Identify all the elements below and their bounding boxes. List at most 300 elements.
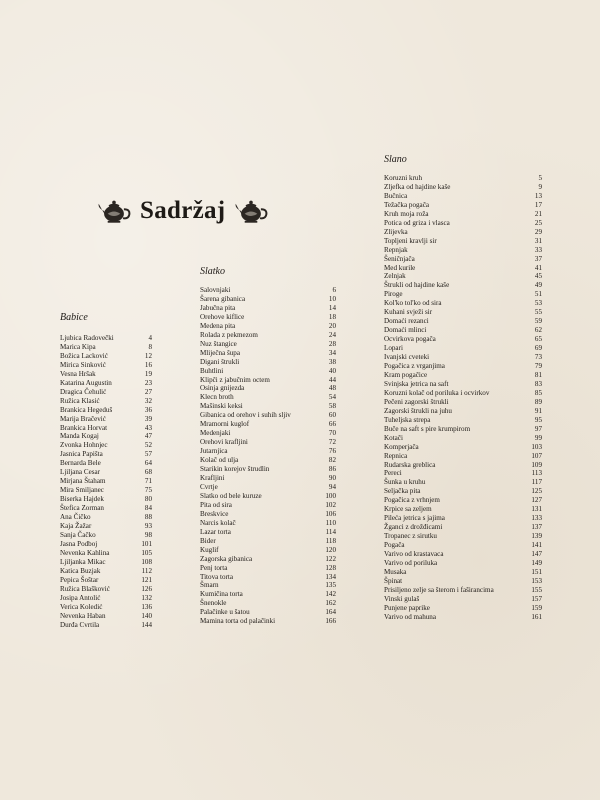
toc-entry-page: 62 xyxy=(534,326,542,335)
toc-entry-title: Bernarda Bele xyxy=(60,459,101,468)
toc-entry xyxy=(200,465,336,474)
toc-entry-title: Musaka xyxy=(384,567,407,576)
toc-entry-page: 97 xyxy=(534,424,542,433)
toc-entry-title: Buče na saft s pire krumpirom xyxy=(384,424,471,433)
toc-entry-page: 18 xyxy=(328,312,336,321)
toc-entry-page: 12 xyxy=(144,351,152,360)
toc-entry-title: Pogačica z vrganjima xyxy=(384,362,445,371)
toc-entry-title: Varivo od poriluka xyxy=(384,558,438,567)
toc-entry-page: 134 xyxy=(325,572,336,581)
toc-entry xyxy=(384,255,542,264)
toc-entry-title: Med kurile xyxy=(384,263,416,272)
toc-entry xyxy=(200,411,336,420)
toc-entry-page: 120 xyxy=(325,545,336,554)
toc-entry xyxy=(200,537,336,546)
toc-entry-page: 93 xyxy=(144,522,152,531)
toc-entry-page: 82 xyxy=(328,456,336,465)
toc-entry-page: 136 xyxy=(141,602,152,611)
toc-entry xyxy=(60,334,152,343)
toc-entry-page: 140 xyxy=(141,611,152,620)
toc-entry-title: Potica od griza i vlasca xyxy=(384,218,450,227)
toc-entry xyxy=(200,295,336,304)
toc-entry-title: Sanja Čačko xyxy=(60,530,96,539)
toc-entry-page: 112 xyxy=(141,566,152,575)
toc-entry xyxy=(384,416,542,425)
toc-entry xyxy=(200,340,336,349)
toc-entry-page: 117 xyxy=(531,478,542,487)
toc-entry xyxy=(384,398,542,407)
toc-entry-title: Mira Smiljanec xyxy=(60,486,104,495)
toc-entry-title: Domaći rezanci xyxy=(384,317,429,326)
toc-entry xyxy=(384,461,542,470)
toc-entry xyxy=(200,608,336,617)
toc-entry-page: 19 xyxy=(144,369,152,378)
toc-entry-page: 55 xyxy=(534,308,542,317)
toc-entry xyxy=(60,621,152,630)
toc-entry-page: 14 xyxy=(328,303,336,312)
toc-entry-title: Šmarn xyxy=(200,581,219,590)
toc-entry xyxy=(60,495,152,504)
toc-entry-page: 33 xyxy=(534,245,542,254)
toc-entry-title: Prisiljeno zelje sa šterom i faširancima xyxy=(384,585,494,594)
toc-entry xyxy=(384,264,542,273)
toc-entry-title: Medena pita xyxy=(200,321,236,330)
toc-entry xyxy=(200,528,336,537)
toc-entry xyxy=(200,590,336,599)
toc-entry-title: Narcis kolač xyxy=(200,518,236,527)
toc-entry xyxy=(384,326,542,335)
toc-entry-page: 36 xyxy=(144,405,152,414)
toc-entry-title: Brankica Hegeduš xyxy=(60,405,113,414)
toc-entry xyxy=(384,425,542,434)
toc-entry xyxy=(384,183,542,192)
toc-entry-page: 65 xyxy=(534,335,542,344)
toc-entry-title: Kotači xyxy=(384,433,403,442)
toc-entry xyxy=(384,344,542,353)
toc-entry-title: Ana Čičko xyxy=(60,513,91,522)
toc-entry xyxy=(60,558,152,567)
toc-entry-page: 75 xyxy=(144,486,152,495)
toc-entry-title: Kram pogačice xyxy=(384,370,428,379)
toc-entry-title: Kumičina torta xyxy=(200,590,243,599)
teapot-icon xyxy=(96,196,132,226)
toc-entry-page: 70 xyxy=(328,429,336,438)
toc-entry-page: 52 xyxy=(144,441,152,450)
toc-entry xyxy=(200,438,336,447)
toc-entry-page: 161 xyxy=(531,612,542,621)
toc-entry-page: 20 xyxy=(328,321,336,330)
toc-entry xyxy=(200,384,336,393)
toc-entry-title: Zelnjak xyxy=(384,272,406,281)
toc-entry-title: Titova torta xyxy=(200,572,234,581)
toc-entry xyxy=(384,201,542,210)
toc-entry-page: 60 xyxy=(328,411,336,420)
toc-entry xyxy=(60,397,152,406)
toc-entry-page: 6 xyxy=(332,286,336,294)
toc-entry xyxy=(200,483,336,492)
toc-entry xyxy=(60,450,152,459)
toc-entry-page: 99 xyxy=(534,433,542,442)
toc-entry xyxy=(200,376,336,385)
toc-entry-title: Mirica Sinković xyxy=(60,360,106,369)
toc-entry xyxy=(200,313,336,322)
toc-entry-title: Rolada z pekmezom xyxy=(200,330,258,339)
toc-entry-title: Klipči z jabučnim octem xyxy=(200,375,270,384)
title-block xyxy=(96,196,269,226)
page-title: Sadržaj xyxy=(140,197,226,224)
toc-entry xyxy=(200,358,336,367)
toc-list-slatko xyxy=(200,286,336,626)
toc-entry xyxy=(200,546,336,555)
toc-entry xyxy=(384,443,542,452)
toc-entry-title: Tropanec z sirutku xyxy=(384,532,437,541)
toc-entry xyxy=(384,505,542,514)
toc-entry xyxy=(384,380,542,389)
toc-entry-page: 90 xyxy=(328,474,336,483)
toc-entry-page: 113 xyxy=(531,469,542,478)
toc-entry-title: Šeničnjača xyxy=(384,254,415,263)
toc-entry-title: Palačinke u šatou xyxy=(200,608,250,617)
toc-entry-page: 76 xyxy=(328,447,336,456)
toc-entry xyxy=(200,492,336,501)
toc-entry xyxy=(60,370,152,379)
toc-entry xyxy=(384,452,542,461)
toc-entry xyxy=(384,389,542,398)
toc-entry-page: 66 xyxy=(328,420,336,429)
toc-entry-page: 8 xyxy=(148,342,152,351)
toc-entry-title: Kol'ko tol'ko od sira xyxy=(384,299,442,308)
toc-entry-page: 135 xyxy=(325,581,336,590)
toc-entry xyxy=(60,513,152,522)
toc-entry-page: 84 xyxy=(144,504,152,513)
toc-entry xyxy=(60,612,152,621)
toc-entry-title: Zagorski štrukli na juhu xyxy=(384,406,452,415)
toc-entry xyxy=(200,573,336,582)
toc-entry-page: 29 xyxy=(534,227,542,236)
toc-entry-title: Pereci xyxy=(384,469,402,478)
toc-entry xyxy=(60,540,152,549)
toc-entry xyxy=(384,514,542,523)
toc-entry xyxy=(200,349,336,358)
toc-entry-page: 153 xyxy=(531,576,542,585)
toc-entry xyxy=(60,567,152,576)
toc-entry xyxy=(384,586,542,595)
toc-entry-title: Bučnica xyxy=(384,191,408,200)
section-heading-babice: Babice xyxy=(60,312,88,323)
toc-entry-page: 73 xyxy=(534,353,542,362)
toc-entry-title: Rudarska greblica xyxy=(384,460,436,469)
toc-entry xyxy=(60,352,152,361)
toc-entry-title: Štefica Zorman xyxy=(60,504,104,513)
toc-entry xyxy=(60,477,152,486)
toc-entry-title: Mramorni kuglof xyxy=(200,420,250,429)
toc-entry-title: Breskvice xyxy=(200,509,229,518)
toc-entry-page: 5 xyxy=(538,174,542,182)
toc-entry-page: 100 xyxy=(325,491,336,500)
toc-entry-title: Jasnica Papišta xyxy=(60,450,103,459)
toc-entry xyxy=(384,335,542,344)
toc-entry-page: 139 xyxy=(531,532,542,541)
toc-entry xyxy=(200,402,336,411)
toc-entry xyxy=(200,599,336,608)
toc-entry xyxy=(200,367,336,376)
toc-entry-page: 58 xyxy=(328,402,336,411)
toc-entry xyxy=(60,388,152,397)
toc-entry-page: 89 xyxy=(534,397,542,406)
toc-entry-title: Orehovi krafljini xyxy=(200,438,248,447)
toc-entry-page: 126 xyxy=(141,584,152,593)
toc-entry xyxy=(384,478,542,487)
toc-entry-title: Ružica Blašković xyxy=(60,584,110,593)
toc-entry-title: Varivo od krastavaca xyxy=(384,550,444,559)
toc-entry-title: Šnenokle xyxy=(200,599,227,608)
toc-entry-title: Jutarnjica xyxy=(200,447,228,456)
toc-entry xyxy=(384,228,542,237)
toc-entry-page: 85 xyxy=(534,388,542,397)
toc-entry xyxy=(200,617,336,626)
toc-entry-page: 80 xyxy=(144,495,152,504)
toc-entry-title: Nevenka Kahlina xyxy=(60,548,110,557)
toc-entry-title: Repnjak xyxy=(384,245,408,254)
toc-entry-title: Špinat xyxy=(384,576,403,585)
toc-entry-title: Mamina torta od palačinki xyxy=(200,617,276,626)
toc-entry-title: Koruzni kruh xyxy=(384,174,423,182)
toc-entry-page: 114 xyxy=(325,527,336,536)
toc-entry-title: Pita od sira xyxy=(200,500,232,509)
toc-entry-page: 10 xyxy=(328,294,336,303)
toc-entry xyxy=(384,290,542,299)
toc-entry xyxy=(200,564,336,573)
toc-entry-title: Krafljini xyxy=(200,474,225,483)
toc-entry-page: 69 xyxy=(534,344,542,353)
toc-entry-page: 157 xyxy=(531,594,542,603)
toc-entry xyxy=(200,420,336,429)
toc-entry xyxy=(60,361,152,370)
toc-entry-title: Piroge xyxy=(384,290,403,299)
toc-entry xyxy=(384,434,542,443)
toc-entry-page: 51 xyxy=(534,290,542,299)
toc-entry xyxy=(60,504,152,513)
toc-entry-title: Klecn broth xyxy=(200,393,234,402)
toc-entry-page: 16 xyxy=(144,360,152,369)
toc-entry xyxy=(60,441,152,450)
toc-entry xyxy=(60,379,152,388)
toc-entry xyxy=(60,343,152,352)
toc-entry-page: 122 xyxy=(325,554,336,563)
toc-entry-page: 53 xyxy=(534,299,542,308)
toc-entry-page: 32 xyxy=(144,396,152,405)
toc-entry-page: 37 xyxy=(534,254,542,263)
toc-entry-title: Kuglif xyxy=(200,545,219,554)
toc-entry-page: 103 xyxy=(531,442,542,451)
toc-entry-title: Buhtlini xyxy=(200,366,224,375)
toc-entry-title: Zvonka Hohnjec xyxy=(60,441,108,450)
toc-entry xyxy=(384,532,542,541)
toc-entry-title: Josipa Antolić xyxy=(60,593,101,602)
toc-entry xyxy=(384,568,542,577)
toc-entry xyxy=(384,362,542,371)
toc-entry-page: 27 xyxy=(144,387,152,396)
toc-entry-page: 108 xyxy=(141,557,152,566)
toc-entry-title: Koruzni kolač od poriluka i ocvirkov xyxy=(384,388,490,397)
toc-entry-title: Pepica Šoštar xyxy=(60,575,99,584)
toc-entry-title: Ljubica Radovečki xyxy=(60,334,114,342)
toc-entry-title: Salovnjaki xyxy=(200,286,231,294)
toc-entry-page: 131 xyxy=(531,505,542,514)
toc-entry xyxy=(60,594,152,603)
toc-entry xyxy=(200,286,336,295)
toc-entry-page: 21 xyxy=(534,209,542,218)
toc-entry xyxy=(200,393,336,402)
toc-entry-title: Zljefka od hajdine kaše xyxy=(384,182,451,191)
toc-entry-page: 127 xyxy=(531,496,542,505)
toc-list-slano xyxy=(384,174,542,622)
toc-entry xyxy=(384,559,542,568)
toc-entry-title: Štrukli od hajdine kaše xyxy=(384,281,450,290)
toc-entry-page: 23 xyxy=(144,378,152,387)
toc-entry-title: Jabučna pita xyxy=(200,303,236,312)
toc-entry xyxy=(384,353,542,362)
toc-entry-page: 128 xyxy=(325,563,336,572)
toc-entry-page: 83 xyxy=(534,379,542,388)
toc-entry-title: Ružica Klasić xyxy=(60,396,100,405)
toc-entry-page: 101 xyxy=(141,539,152,548)
toc-entry-title: Vesna Hršak xyxy=(60,369,96,378)
toc-entry-title: Ljiljana Cesar xyxy=(60,468,100,477)
toc-entry-title: Domaći mlinci xyxy=(384,326,427,335)
toc-entry xyxy=(200,456,336,465)
toc-entry xyxy=(384,219,542,228)
toc-entry xyxy=(384,281,542,290)
toc-entry-title: Težačka pogača xyxy=(384,200,429,209)
toc-entry-title: Mliječna šupa xyxy=(200,348,240,357)
toc-entry-title: Svinjska jetrica na saft xyxy=(384,379,449,388)
toc-entry-page: 125 xyxy=(531,487,542,496)
toc-entry-page: 45 xyxy=(534,272,542,281)
toc-entry xyxy=(384,523,542,532)
toc-entry-title: Ljiljanka Mikac xyxy=(60,557,106,566)
toc-entry-page: 48 xyxy=(328,384,336,393)
toc-entry-title: Punjene paprike xyxy=(384,603,430,612)
toc-entry-page: 47 xyxy=(144,432,152,441)
toc-entry-title: Šarena gibanica xyxy=(200,294,246,303)
toc-entry-page: 38 xyxy=(328,357,336,366)
toc-entry xyxy=(384,595,542,604)
toc-entry xyxy=(384,210,542,219)
toc-entry-title: Ocvirkova pogača xyxy=(384,335,436,344)
toc-entry-title: Penj torta xyxy=(200,563,228,572)
toc-entry-title: Pogača xyxy=(384,541,405,550)
toc-entry xyxy=(60,576,152,585)
toc-entry-page: 64 xyxy=(144,459,152,468)
toc-entry-page: 151 xyxy=(531,567,542,576)
toc-entry-page: 106 xyxy=(325,509,336,518)
toc-entry-title: Komperjača xyxy=(384,442,419,451)
toc-entry-page: 71 xyxy=(144,477,152,486)
toc-entry-title: Marica Kipa xyxy=(60,342,96,351)
toc-entry-page: 17 xyxy=(534,200,542,209)
toc-entry-page: 25 xyxy=(534,218,542,227)
toc-entry-page: 109 xyxy=(531,460,542,469)
toc-entry-page: 105 xyxy=(141,548,152,557)
toc-entry-page: 68 xyxy=(144,468,152,477)
toc-entry xyxy=(384,272,542,281)
toc-entry-title: Slatko od bele kuruze xyxy=(200,491,262,500)
toc-entry-page: 162 xyxy=(325,599,336,608)
toc-entry-page: 4 xyxy=(148,334,152,342)
toc-entry-title: Pileća jetrica s jajima xyxy=(384,514,445,523)
toc-entry xyxy=(60,603,152,612)
toc-entry-page: 164 xyxy=(325,608,336,617)
toc-entry-title: Cvrtje xyxy=(200,482,218,491)
toc-entry xyxy=(200,322,336,331)
toc-entry-page: 28 xyxy=(328,339,336,348)
toc-entry-page: 13 xyxy=(534,191,542,200)
toc-entry-page: 107 xyxy=(531,451,542,460)
toc-entry-title: Zlijevka xyxy=(384,227,408,236)
toc-entry-title: Nevenka Haban xyxy=(60,611,106,620)
toc-entry-page: 43 xyxy=(144,423,152,432)
teapot-icon xyxy=(233,196,269,226)
toc-entry-title: Varivo od mahuna xyxy=(384,612,437,621)
toc-entry-page: 81 xyxy=(534,370,542,379)
toc-entry-title: Medenjaki xyxy=(200,429,231,438)
toc-entry-page: 94 xyxy=(328,482,336,491)
toc-entry xyxy=(384,174,542,183)
toc-entry-title: Starikin korejov štrudlin xyxy=(200,465,270,474)
toc-entry xyxy=(384,496,542,505)
toc-entry-title: Verica Koledić xyxy=(60,602,103,611)
toc-entry-page: 40 xyxy=(328,366,336,375)
toc-entry xyxy=(384,613,542,622)
toc-entry-page: 41 xyxy=(534,263,542,272)
toc-entry-title: Krpice sa zeljem xyxy=(384,505,432,514)
toc-entry-title: Žganci z drožđicami xyxy=(384,523,443,532)
toc-entry-title: Brankica Horvat xyxy=(60,423,108,432)
toc-entry-page: 147 xyxy=(531,550,542,559)
toc-entry xyxy=(60,486,152,495)
toc-entry-page: 132 xyxy=(141,593,152,602)
toc-entry xyxy=(384,317,542,326)
toc-entry-title: Orehove kiflice xyxy=(200,312,245,321)
toc-entry-page: 88 xyxy=(144,513,152,522)
toc-entry-title: Pečeni zagorski štrukli xyxy=(384,397,449,406)
toc-entry-page: 133 xyxy=(531,514,542,523)
toc-entry-page: 98 xyxy=(144,530,152,539)
toc-entry-title: Gibanica od orehov i suhih sljiv xyxy=(200,411,291,420)
toc-entry xyxy=(200,429,336,438)
toc-entry xyxy=(200,581,336,590)
toc-entry-page: 59 xyxy=(534,317,542,326)
toc-entry xyxy=(384,550,542,559)
toc-entry xyxy=(200,501,336,510)
toc-entry-title: Pogačica z vrhnjem xyxy=(384,496,440,505)
toc-entry xyxy=(200,331,336,340)
toc-entry xyxy=(384,604,542,613)
toc-entry-title: Katarina Augustin xyxy=(60,378,112,387)
toc-entry xyxy=(60,549,152,558)
toc-entry xyxy=(60,415,152,424)
toc-entry-title: Zagorska gibanica xyxy=(200,554,253,563)
toc-entry-title: Lopari xyxy=(384,344,403,353)
toc-entry xyxy=(384,192,542,201)
toc-entry-title: Katica Buzjak xyxy=(60,566,101,575)
toc-entry-page: 121 xyxy=(141,575,152,584)
toc-entry-title: Kaja Žažar xyxy=(60,522,92,531)
toc-entry xyxy=(60,406,152,415)
toc-entry-title: Nuz štangice xyxy=(200,339,237,348)
toc-entry xyxy=(384,407,542,416)
